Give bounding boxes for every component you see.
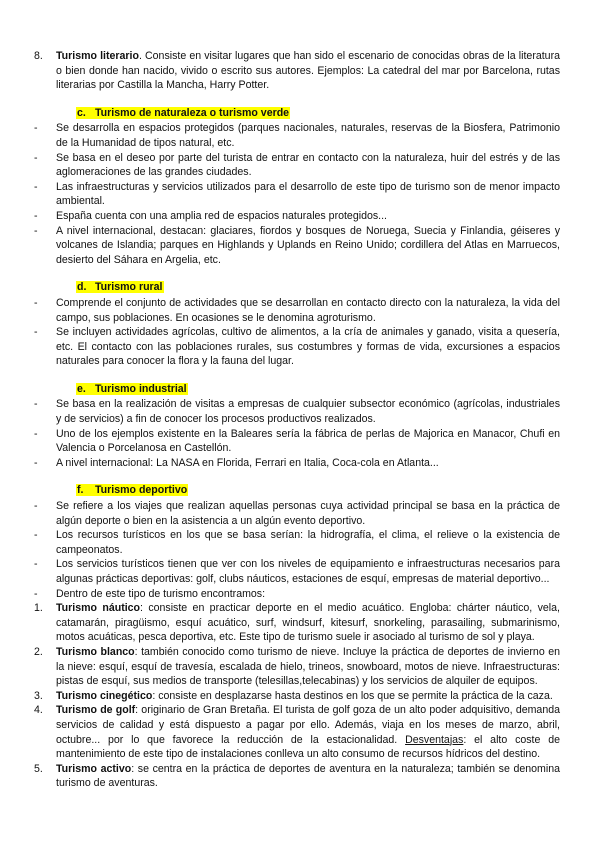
section-heading-naturaleza <box>76 106 560 121</box>
bullet-item: - Los recursos turísticos en los que se basa serían: la hidrografía, el clima, el relieve o la existencia de campeonatos. <box>34 529 560 556</box>
numbered-item-nautico: 1. Turismo náutico: consiste en practicar deporte en el medio acuático. Engloba: chárter náutico, vela, catamarán, piragüismo, esquí acuático, surf, windsurf, kitesurf, snorkeling, parasailing, submarinismo, motos acuáticas, pesca deportiva, etc. Este tipo de turismo suele ir asociado al turismo de sol y playa. <box>34 602 560 644</box>
bullet-item: - Los servicios turísticos tienen que ver con los niveles de equipamiento e infraestructuras necesarios para algunas prácticas deportivas: golf, clubs náuticos, estaciones de esquí, empresas de material deportivo... <box>34 558 560 585</box>
bullet-item: - Uno de los ejemplos existente en la Baleares sería la fábrica de perlas de Majorica en Manacor, Chufi en Valencia o Porcelanosa en Castellón. <box>34 427 560 455</box>
item-body: . Consiste en visitar lugares que han sido el escenario de conocidas obras de la literatura o bien donde han nacido, vivido o escrito sus autores. Ejemplos: La catedral del mar por Barcelona, rutas literarias por Castilla la Mancha, Harry Potter. <box>56 50 560 92</box>
section-heading-deportivo <box>76 483 560 498</box>
item-text <box>56 49 560 93</box>
underlined-term: Desventajas <box>405 733 464 746</box>
bullet-item: - Se basa en el deseo por parte del turista de entrar en contacto con la naturaleza, huir del estrés y de las aglomeraciones de las grandes ciudades. <box>34 151 560 179</box>
bullet-item: - Las infraestructuras y servicios utilizados para el desarrollo de este tipo de turismo son de menor impacto ambiental. <box>34 180 560 208</box>
numbered-item-activo: 5. Turismo activo: se centra en la práctica de deportes de aventura en la naturaleza; también se denomina turismo de aventuras. <box>34 762 560 790</box>
section-heading-rural <box>76 280 560 295</box>
bullet-item: - A nivel internacional: La NASA en Florida, Ferrari en Italia, Coca-cola en Atlanta... <box>34 456 439 469</box>
bullet-item: - Comprende el conjunto de actividades que se desarrollan en contacto directo con la naturaleza, la vida del campo, sus poblaciones. En ocasiones se le denomina agroturismo. <box>34 296 560 324</box>
bullet-item: - Se incluyen actividades agrícolas, cultivo de alimentos, a la cría de animales y ganado, visita a quesería, etc. El contacto con las poblaciones rurales, sus costumbres y formas de vida, excursiones a espacios naturales para conocer la flora y la fauna del lugar. <box>34 326 560 368</box>
bullet-item: - Dentro de este tipo de turismo encontramos: <box>34 587 266 600</box>
numbered-item-literario <box>34 49 560 93</box>
item-title: Turismo de golf <box>56 704 136 717</box>
item-title: Turismo literario <box>56 50 139 62</box>
item-marker: 8. <box>34 50 43 62</box>
numbered-item-golf: 4. Turismo de golf: originario de Gran Bretaña. El turista de golf goza de un alto poder adquisitivo, demanda servicios de calidad y está dispuesto a pagar por ello. Además, viaja en los meses de marzo, abril, octubre... por lo que favorece la reducción de la estacionalidad. Desventajas: el alto coste de mantenimiento de este tipo de instalaciones conlleva un alto consumo de recursos hídricos del destino. <box>34 704 560 761</box>
item-title: Turismo náutico <box>56 602 141 615</box>
bullet-item: - Se refiere a los viajes que realizan aquellas personas cuya actividad principal se basa en la práctica de algún deporte o bien en la asistencia a un algún evento deportivo. <box>34 500 560 527</box>
bullet-item: - Se desarrolla en espacios protegidos (parques nacionales, naturales, reservas de la Biosfera, Patrimonio de la Humanidad de tipos natural, etc. <box>34 122 560 149</box>
highlight: d. Turismo rural <box>77 281 163 294</box>
item-title: Turismo activo <box>56 762 132 775</box>
numbered-item-blanco: 2. Turismo blanco: también conocido como turismo de nieve. Incluye la práctica de deportes de invierno en la nieve: esquí, esquí de travesía, escalada de hielo, trineos, snowboard, motos de nieve. Infraestructuras: pistas de esquí, sus medios de transporte (telesillas,telecabinas) y los servicios de alquiler de equipos. <box>34 645 560 688</box>
bullet-item: - A nivel internacional, destacan: glaciares, fiordos y bosques de Noruega, Suecia y Finlandia, géiseres y volcanes de Islandia; parques en Highlands y Uplands en Reino Unido; cordillera del Atlas en Marruecos, desierto del Sáhara en Argelia, etc. <box>34 224 560 266</box>
highlight: e. Turismo industrial <box>77 382 187 395</box>
item-title: Turismo blanco <box>56 645 135 658</box>
section-heading-industrial <box>76 382 560 397</box>
numbered-item-cinegetico: 3. Turismo cinegético: consiste en desplazarse hasta destinos en los que se permite la práctica de la caza. <box>34 689 553 702</box>
bullet-item: - España cuenta con una amplia red de espacios naturales protegidos... <box>34 209 387 222</box>
bullet-item: - Se basa en la realización de visitas a empresas de cualquier subsector económico (agrícolas, industriales y de servicios) a fin de conocer los procesos productivos realizados. <box>34 398 560 426</box>
highlight: f. Turismo deportivo <box>77 484 188 497</box>
item-title: Turismo cinegético <box>56 689 153 702</box>
highlight: c. Turismo de naturaleza o turismo verde <box>77 106 290 119</box>
